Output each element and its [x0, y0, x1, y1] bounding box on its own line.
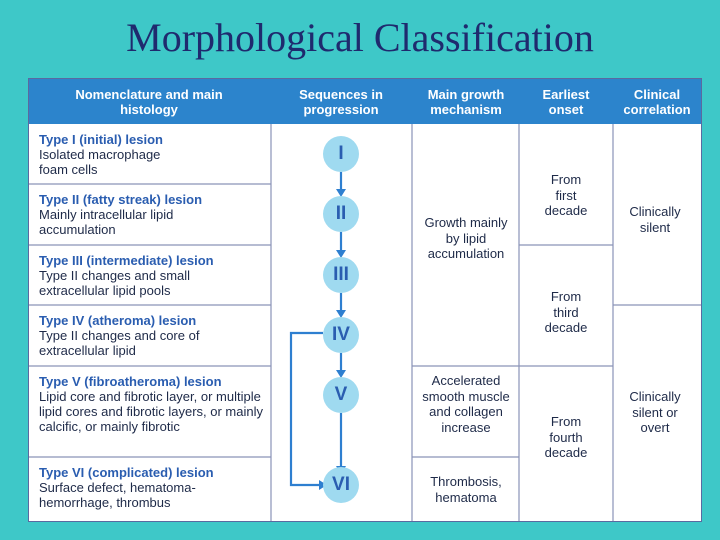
- lesion-type: Type I (initial) lesion: [39, 132, 163, 147]
- stage-node-5: V: [323, 377, 359, 413]
- lesion-type: Type III (intermediate) lesion: [39, 253, 214, 268]
- clinical-silent: Clinically silent: [629, 204, 681, 235]
- onset-first-decade: From first decade: [544, 172, 588, 218]
- clinical-silent-or-overt: Clinically silent or overt: [629, 389, 681, 435]
- lesion-histology: Isolated macrophage foam cells: [39, 147, 161, 177]
- lesion-type: Type VI (complicated) lesion: [39, 465, 214, 480]
- lesion-histology: Surface defect, hematoma-hemorrhage, thrombus: [39, 480, 196, 510]
- lesion-type: Type V (fibroatheroma) lesion: [39, 374, 222, 389]
- lesion-row-2: [39, 192, 267, 237]
- header-clinical: Clinical correlation: [623, 87, 691, 117]
- stage-node-6: VI: [323, 467, 359, 503]
- lesion-row-5: [39, 374, 271, 434]
- classification-table: [28, 78, 702, 522]
- lesion-row-1: [39, 132, 267, 177]
- stage-node-4: IV: [323, 317, 359, 353]
- onset-fourth-decade: From fourth decade: [544, 414, 588, 460]
- lesion-row-3: [39, 253, 267, 298]
- onset-third-decade: From third decade: [544, 289, 588, 335]
- growth-smooth-muscle: Accelerated smooth muscle and collagen increase: [422, 373, 510, 435]
- growth-lipid: Growth mainly by lipid accumulation: [424, 215, 508, 261]
- lesion-histology: Type II changes and core of extracellular lipid: [39, 328, 200, 358]
- header-sequences: Sequences in progression: [299, 87, 383, 117]
- slide-title: Morphological Classification: [126, 15, 594, 60]
- stage-node-1: I: [323, 136, 359, 172]
- header-growth: Main growth mechanism: [427, 87, 505, 117]
- lesion-histology: Mainly intracellular lipid accumulation: [39, 207, 174, 237]
- header-nomenclature: Nomenclature and main histology: [75, 87, 223, 117]
- lesion-row-4: [39, 313, 267, 358]
- lesion-histology: Lipid core and fibrotic layer, or multiple lipid cores and fibrotic layers, or mainly calcific, or mainly fibrotic: [39, 389, 263, 434]
- stage-node-3: III: [323, 257, 359, 293]
- lesion-histology: Type II changes and small extracellular lipid pools: [39, 268, 191, 298]
- lesion-type: Type II (fatty streak) lesion: [39, 192, 203, 207]
- growth-thrombosis: Thrombosis, hematoma: [430, 474, 502, 505]
- lesion-row-6: [39, 465, 271, 510]
- header-onset: Earliest onset: [542, 87, 590, 117]
- bypass-arrow: [291, 333, 323, 485]
- lesion-type: Type IV (atheroma) lesion: [39, 313, 197, 328]
- stage-node-2: II: [323, 196, 359, 232]
